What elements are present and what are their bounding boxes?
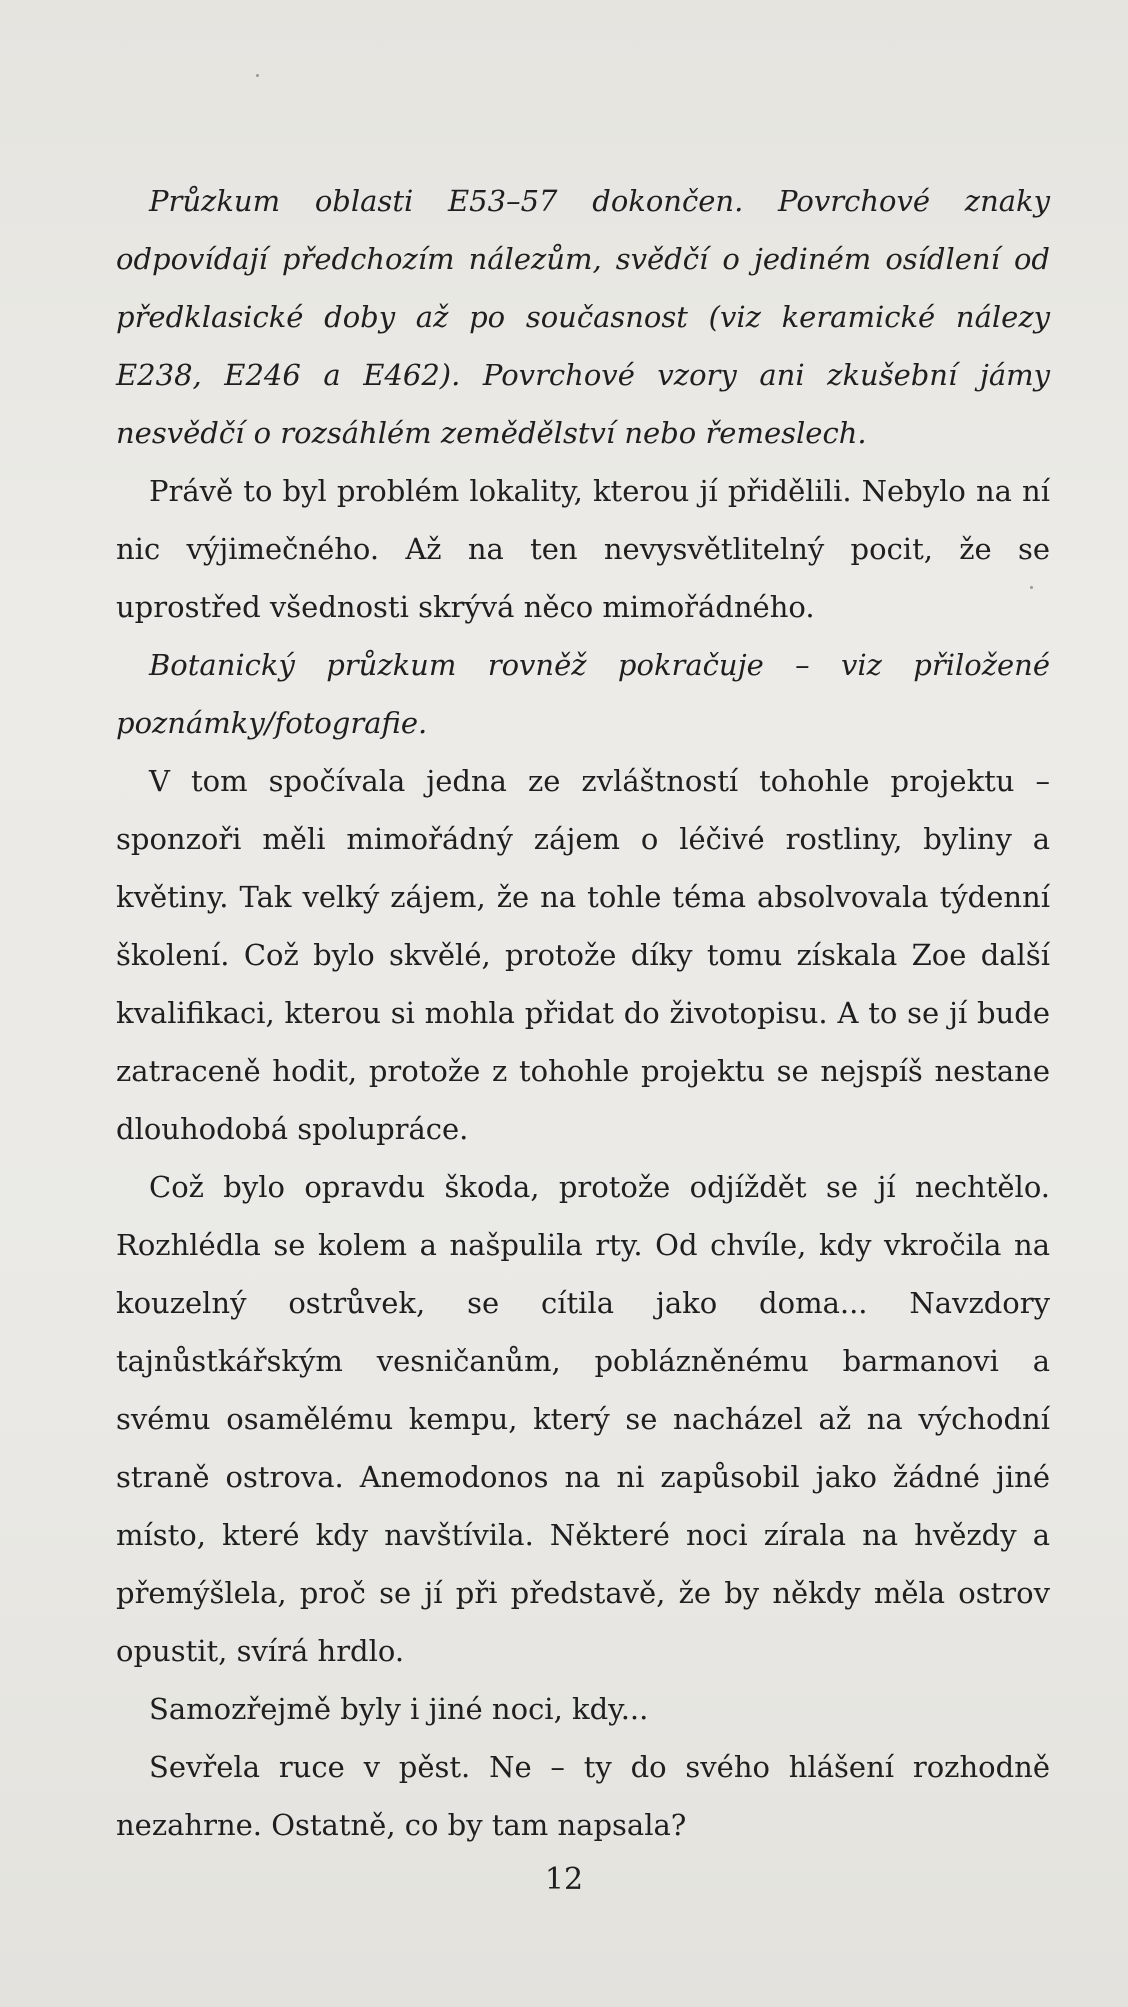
report-excerpt-paragraph: Botanický průzkum rovněž pokračuje – viz přiložené poznámky/fotografie. — [116, 648, 1050, 740]
report-excerpt-paragraph: Průzkum oblasti E53–57 dokončen. Povrchové znaky odpovídají předchozím nálezům, svědčí o jediném osídlení od předklasické doby až po současnost (viz keramické nálezy E238, E246 a E462). Povrchové vzory ani zkušební jámy nesvědčí o rozsáhlém zemědělství nebo řemeslech. — [116, 184, 1050, 450]
narrative-paragraph: Což bylo opravdu škoda, protože odjíždět se jí nechtělo. Rozhlédla se kolem a našpulila rty. Od chvíle, kdy vkročila na kouzelný ostrůvek, se cítila jako doma... Navzdory tajnůstkářským vesničanům, poblázněnému barmanovi a svému osamělému kempu, který se nacházel až na východní straně ostrova. Anemodonos na ni zapůsobil jako žádné jiné místo, které kdy navštívila. Některé noci zírala na hvězdy a přemýšlela, proč se jí při představě, že by někdy měla ostrov opustit, svírá hrdlo. — [116, 1170, 1050, 1668]
body-text — [116, 172, 1050, 1854]
narrative-paragraph: V tom spočívala jedna ze zvláštností tohohle projektu – sponzoři měli mimořádný zájem o léčivé rostliny, byliny a květiny. Tak velký zájem, že na tohle téma absolvovala týdenní školení. Což bylo skvělé, protože díky tomu získala Zoe další kvalifikaci, kterou si mohla přidat do životopisu. A to se jí bude zatraceně hodit, protože z tohohle projektu se nejspíš nestane dlouhodobá spolupráce. — [116, 764, 1050, 1146]
narrative-paragraph: Právě to byl problém lokality, kterou jí přidělili. Nebylo na ní nic výjimečného. Až na ten nevysvětlitelný pocit, že se uprostřed všednosti skrývá něco mimořádného. — [116, 474, 1050, 624]
narrative-paragraph: Samozřejmě byly i jiné noci, kdy... — [149, 1692, 649, 1726]
narrative-paragraph: Sevřela ruce v pěst. Ne – ty do svého hlášení rozhodně nezahrne. Ostatně, co by tam napsala? — [116, 1750, 1050, 1842]
page-number: 12 — [544, 1862, 584, 1897]
paper-speck — [256, 74, 259, 77]
